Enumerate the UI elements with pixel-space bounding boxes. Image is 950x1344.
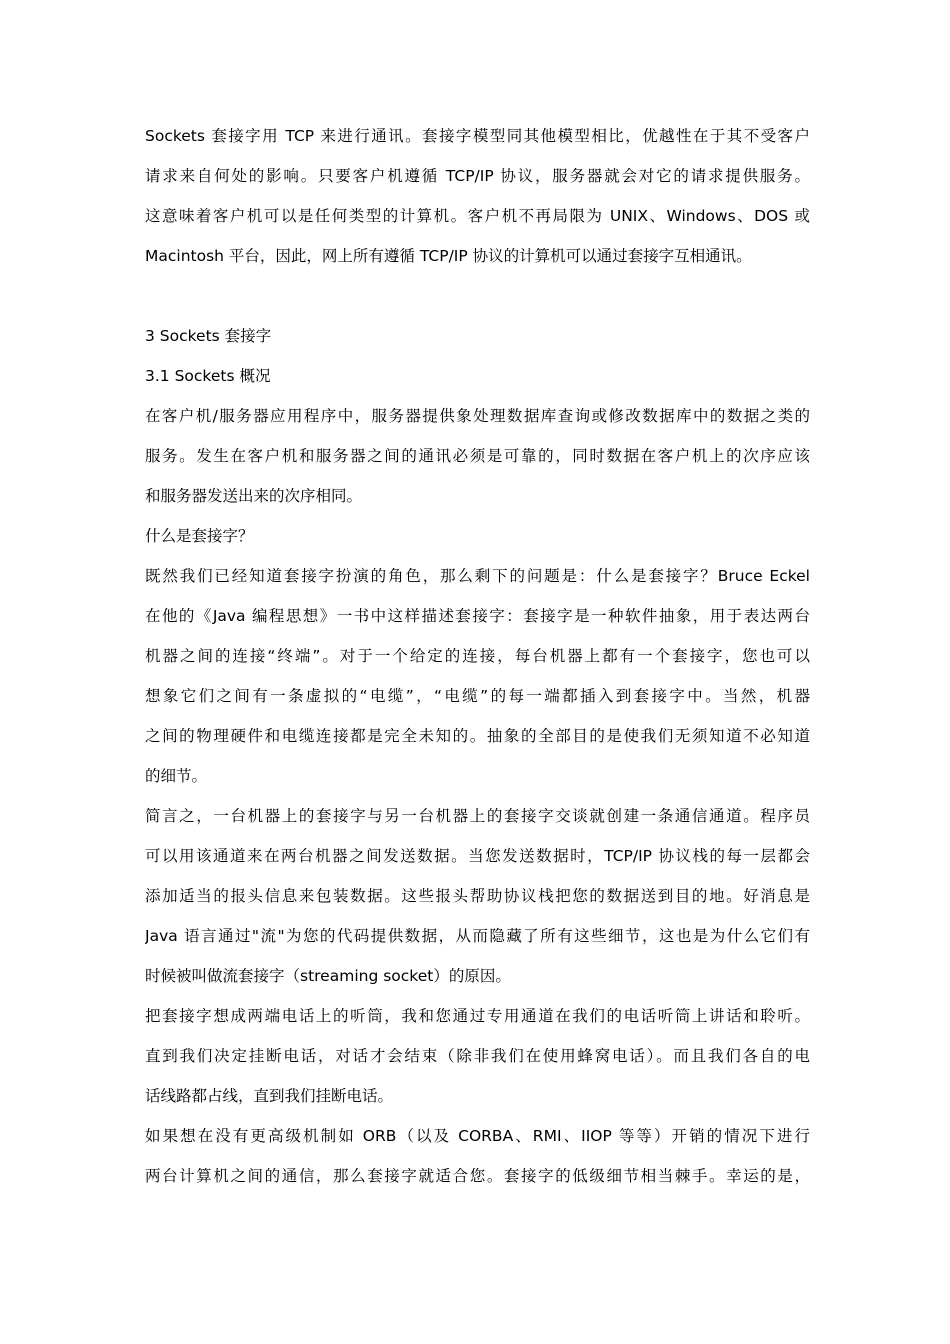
paragraph-gap xyxy=(145,276,810,316)
question-heading: 什么是套接字？ xyxy=(145,527,254,545)
text-line: 这意味着客户机可以是任何类型的计算机。客户机不再局限为 UNIX、Windows、DOS 或 xyxy=(145,207,810,225)
paragraph-what-is-socket xyxy=(145,556,810,796)
text-line: 添加适当的报头信息来包装数据。这些报头帮助协议栈把您的数据送到目的地。好消息是 xyxy=(145,887,810,905)
text-line: 的细节。 xyxy=(145,767,208,785)
paragraph-low-level xyxy=(145,1116,810,1196)
intro-paragraph xyxy=(145,116,810,276)
section-heading: 3 Sockets 套接字 xyxy=(145,327,272,345)
text-line: 时候被叫做流套接字（streaming socket）的原因。 xyxy=(145,967,511,985)
text-line: 简言之，一台机器上的套接字与另一台机器上的套接字交谈就创建一条通信通道。程序员 xyxy=(145,807,810,825)
text-line: Java 语言通过"流"为您的代码提供数据，从而隐藏了所有这些细节，这也是为什么它们有 xyxy=(145,927,810,945)
text-line: 话线路都占线，直到我们挂断电话。 xyxy=(145,1087,394,1105)
subsection-heading: 3.1 Sockets 概况 xyxy=(145,367,271,385)
text-line: 之间的物理硬件和电缆连接都是完全未知的。抽象的全部目的是使我们无须知道不必知道 xyxy=(145,727,810,745)
text-line: 可以用该通道来在两台机器之间发送数据。当您发送数据时，TCP/IP 协议栈的每一层都会 xyxy=(145,847,810,865)
text-line: 直到我们决定挂断电话，对话才会结束（除非我们在使用蜂窝电话）。而且我们各自的电 xyxy=(145,1047,810,1065)
text-line: 机器之间的连接“终端”。对于一个给定的连接，每台机器上都有一个套接字，您也可以 xyxy=(145,647,810,665)
text-line: Sockets 套接字用 TCP 来进行通讯。套接字模型同其他模型相比，优越性在于其不受客户 xyxy=(145,127,810,145)
paragraph-telephone-analogy xyxy=(145,996,810,1116)
text-line: 如果想在没有更高级机制如 ORB（以及 CORBA、RMI、IIOP 等等）开销的情况下进行 xyxy=(145,1127,810,1145)
text-line: 服务。发生在客户机和服务器之间的通讯必须是可靠的，同时数据在客户机上的次序应该 xyxy=(145,447,810,465)
text-line: 想象它们之间有一条虚拟的“电缆”，“电缆”的每一端都插入到套接字中。当然，机器 xyxy=(145,687,810,705)
text-line: 和服务器发送出来的次序相同。 xyxy=(145,487,363,505)
text-line: 两台计算机之间的通信，那么套接字就适合您。套接字的低级细节相当棘手。幸运的是， xyxy=(145,1167,810,1185)
text-line: 在客户机/服务器应用程序中，服务器提供象处理数据库查询或修改数据库中的数据之类的 xyxy=(145,407,810,425)
paragraph-communication-channel xyxy=(145,796,810,996)
text-line: 请求来自何处的影响。只要客户机遵循 TCP/IP 协议，服务器就会对它的请求提供服务。 xyxy=(145,167,810,185)
text-line: Macintosh 平台，因此，网上所有遵循 TCP/IP 协议的计算机可以通过套接字互相通讯。 xyxy=(145,247,752,265)
text-line: 在他的《Java 编程思想》一书中这样描述套接字：套接字是一种软件抽象，用于表达两台 xyxy=(145,607,810,625)
text-line: 把套接字想成两端电话上的听筒，我和您通过专用通道在我们的电话听筒上讲话和聆听。 xyxy=(145,1007,810,1025)
paragraph-client-server xyxy=(145,396,810,516)
document-body xyxy=(145,116,810,1196)
text-line: 既然我们已经知道套接字扮演的角色，那么剩下的问题是：什么是套接字？Bruce Eckel xyxy=(145,567,810,585)
